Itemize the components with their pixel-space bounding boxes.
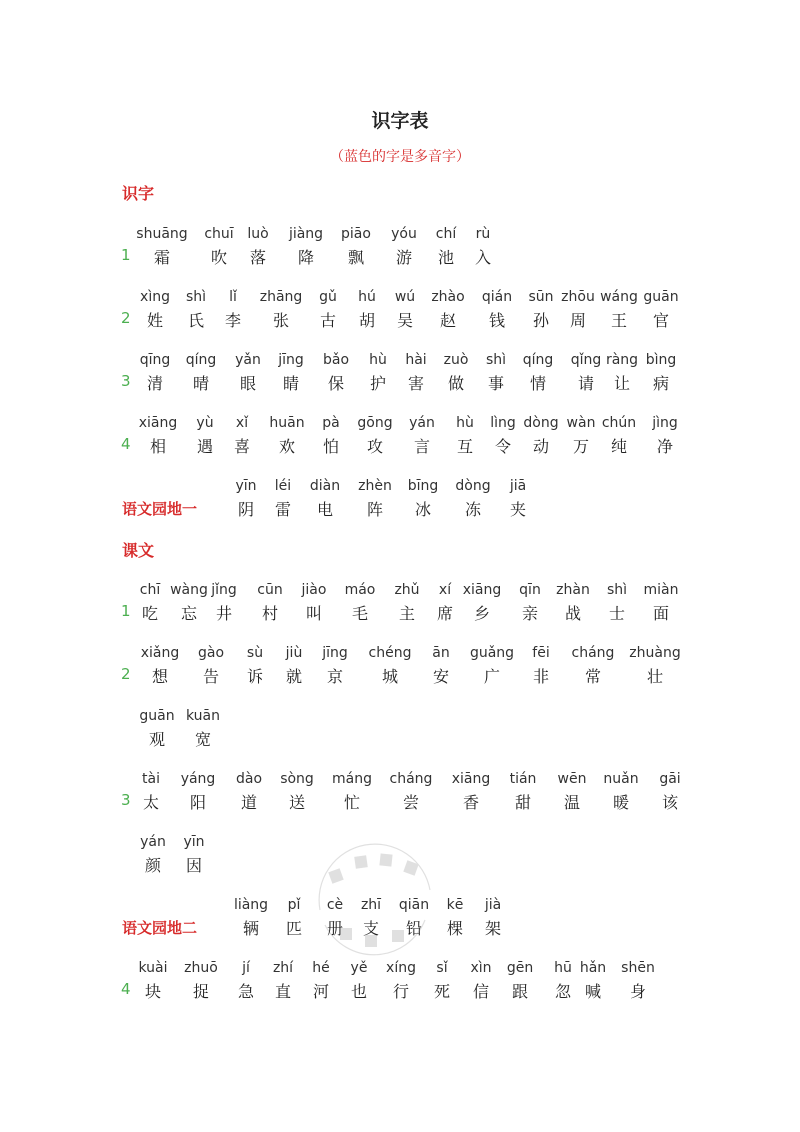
pinyin: xìng [140,289,170,305]
hanzi: 事 [487,374,504,393]
pinyin: chéng [368,645,412,661]
pinyin: zhuàng [629,645,681,661]
row-number: 3 [121,372,131,390]
section-heading-shizi: 识字 [122,184,155,203]
hanzi: 欢 [278,437,295,456]
hanzi: 互 [456,437,473,456]
hanzi: 阵 [366,500,383,519]
hanzi: 甜 [514,793,531,812]
hanzi: 急 [237,982,254,1001]
hanzi: 害 [407,374,424,393]
pinyin: qīng [139,352,171,368]
hanzi: 飘 [347,248,364,267]
pinyin: yóu [391,226,417,242]
hanzi: 氏 [187,311,204,330]
hanzi: 该 [661,793,678,812]
pinyin: chī [139,582,161,598]
pinyin: xí [438,582,452,598]
pinyin: lǐ [229,289,237,305]
hanzi: 捉 [192,982,209,1001]
pinyin: qián [481,289,513,305]
pinyin: diàn [309,478,341,494]
hanzi: 册 [326,919,343,938]
hanzi: 非 [532,667,549,686]
pinyin: léi [274,478,292,494]
pinyin: dào [235,771,263,787]
hanzi: 池 [437,248,454,267]
hanzi: 颜 [144,856,161,875]
pinyin: zhí [272,960,294,976]
pinyin: zuò [443,352,469,368]
pinyin: shēn [621,960,655,976]
pinyin: jiào [301,582,327,598]
pinyin: chí [435,226,457,242]
hanzi: 落 [249,248,266,267]
pinyin: zhàn [556,582,590,598]
pinyin: guān [139,708,175,724]
hanzi: 清 [146,374,163,393]
pinyin: cūn [257,582,283,598]
hanzi: 怕 [322,437,339,456]
pinyin: guān [643,289,679,305]
pinyin: gēn [506,960,534,976]
hanzi: 观 [148,730,165,749]
hanzi: 喊 [584,982,601,1001]
hanzi: 忽 [554,982,571,1001]
hanzi: 京 [326,667,343,686]
hanzi: 相 [149,437,166,456]
pinyin: sù [246,645,264,661]
hanzi: 动 [532,437,549,456]
pinyin: hài [405,352,427,368]
hanzi: 忙 [343,793,360,812]
hanzi: 辆 [242,919,259,938]
pinyin: dòng [455,478,491,494]
pinyin: guǎng [469,645,515,661]
pinyin: bìng [645,352,677,368]
hanzi: 席 [436,604,453,623]
pinyin: yán [409,415,435,431]
pinyin: shì [606,582,628,598]
hanzi: 就 [285,667,302,686]
hanzi: 做 [447,374,464,393]
hanzi: 因 [185,856,202,875]
pinyin: xiǎng [140,645,180,661]
pinyin: shì [185,289,207,305]
pinyin: jīng [278,352,304,368]
pinyin: ràng [605,352,639,368]
pinyin: sūn [528,289,554,305]
hanzi: 井 [215,604,232,623]
hanzi: 护 [369,374,386,393]
hanzi: 吹 [210,248,227,267]
hanzi: 香 [462,793,479,812]
hanzi: 士 [608,604,625,623]
pinyin: fēi [532,645,550,661]
pinyin: wēn [557,771,587,787]
hanzi: 情 [529,374,546,393]
hanzi: 行 [392,982,409,1001]
pinyin: xiāng [451,771,491,787]
hanzi: 河 [312,982,329,1001]
hanzi: 病 [652,374,669,393]
pinyin: qǐng [570,352,602,368]
pinyin: shuāng [136,226,188,242]
hanzi: 毛 [351,604,368,623]
hanzi: 铅 [405,919,422,938]
hanzi: 攻 [366,437,383,456]
hanzi: 死 [433,982,450,1001]
pinyin: ān [432,645,450,661]
hanzi: 净 [656,437,673,456]
pinyin: yīn [183,834,205,850]
pinyin: lìng [490,415,516,431]
hanzi: 言 [413,437,430,456]
pinyin: cè [326,897,344,913]
hanzi: 保 [327,374,344,393]
pinyin: zhōu [561,289,595,305]
pinyin: bǎo [322,352,350,368]
hanzi: 也 [350,982,367,1001]
hanzi: 夹 [509,500,526,519]
hanzi: 阳 [189,793,206,812]
row-number: 1 [121,602,131,620]
pinyin: hù [369,352,387,368]
pinyin: qiān [398,897,430,913]
hanzi: 喜 [233,437,250,456]
hanzi: 支 [362,919,379,938]
watermark-stamp [300,840,450,960]
hanzi: 阴 [237,500,254,519]
hanzi: 遇 [196,437,213,456]
pinyin: xìn [470,960,492,976]
pinyin: gǔ [319,289,337,305]
page-subtitle: （蓝色的字是多音字） [330,149,470,165]
pinyin: bīng [407,478,439,494]
pinyin: máo [344,582,376,598]
row-number: 2 [121,665,131,683]
hanzi: 身 [629,982,646,1001]
hanzi: 战 [564,604,581,623]
pinyin: tián [509,771,537,787]
hanzi: 孙 [532,311,549,330]
pinyin: miàn [643,582,679,598]
hanzi: 道 [240,793,257,812]
pinyin: jiā [509,478,527,494]
pinyin: xiāng [138,415,178,431]
pinyin: qīn [519,582,541,598]
pinyin: xiāng [462,582,502,598]
hanzi: 送 [288,793,305,812]
pinyin: wàng [170,582,208,598]
page-title: 识字表 [371,110,429,132]
pinyin: jià [484,897,502,913]
hanzi: 匹 [285,919,302,938]
pinyin: hū [554,960,572,976]
hanzi: 冰 [414,500,431,519]
pinyin: luò [247,226,269,242]
hanzi: 雷 [274,500,291,519]
hanzi: 尝 [402,793,419,812]
pinyin: pǐ [287,897,301,913]
pinyin: dòng [523,415,559,431]
pinyin: jiàng [288,226,324,242]
pinyin: shì [485,352,507,368]
hanzi: 霜 [153,248,170,267]
row-number: 3 [121,791,131,809]
pinyin: wàn [566,415,596,431]
pinyin: hú [358,289,376,305]
hanzi: 常 [584,667,601,686]
pinyin: zhǔ [394,582,420,598]
hanzi: 周 [569,311,586,330]
pinyin: sǐ [436,960,448,976]
pinyin: jǐng [211,582,237,598]
hanzi: 主 [398,604,415,623]
hanzi: 直 [274,982,291,1001]
pinyin: hǎn [579,960,607,976]
pinyin: hé [312,960,330,976]
hanzi: 吃 [141,604,158,623]
pinyin: jīng [322,645,348,661]
pinyin: cháng [571,645,615,661]
hanzi: 宽 [194,730,211,749]
hanzi: 晴 [192,374,209,393]
hanzi: 暖 [612,793,629,812]
pinyin: rù [475,226,491,242]
hanzi: 官 [652,311,669,330]
hanzi: 万 [572,437,589,456]
pinyin: zhào [431,289,465,305]
hanzi: 冻 [464,500,481,519]
pinyin: zhèn [358,478,392,494]
pinyin: gào [197,645,225,661]
hanzi: 请 [577,374,594,393]
hanzi: 壮 [646,667,663,686]
hanzi: 乡 [473,604,490,623]
hanzi: 诉 [246,667,263,686]
pinyin: tài [142,771,160,787]
hanzi: 块 [144,982,161,1001]
section-heading-kewen: 课文 [122,541,155,560]
pinyin: piāo [341,226,371,242]
hanzi: 钱 [488,311,505,330]
pinyin: kē [446,897,464,913]
pinyin: yě [350,960,368,976]
pinyin: jìng [652,415,678,431]
pinyin: jí [242,960,250,976]
hanzi: 王 [610,311,627,330]
pinyin: cháng [389,771,433,787]
row-number: 1 [121,246,131,264]
pinyin: kuài [138,960,168,976]
hanzi: 电 [316,500,333,519]
pinyin: chún [601,415,637,431]
pinyin: pà [322,415,340,431]
pinyin: liàng [233,897,269,913]
pinyin: máng [332,771,372,787]
hanzi: 棵 [446,919,463,938]
hanzi: 入 [474,248,491,267]
hanzi: 面 [652,604,669,623]
row-number: 4 [121,980,131,998]
hanzi: 信 [472,982,489,1001]
row-number: 4 [121,435,131,453]
pinyin: gōng [357,415,393,431]
hanzi: 太 [142,793,159,812]
hanzi: 吴 [396,311,413,330]
hanzi: 温 [563,793,580,812]
pinyin: yáng [180,771,216,787]
lesson-label: 语文园地一 [122,500,198,518]
pinyin: yǎn [235,352,261,368]
hanzi: 古 [319,311,336,330]
pinyin: gāi [659,771,681,787]
hanzi: 广 [483,667,500,686]
pinyin: qíng [522,352,554,368]
pinyin: sòng [280,771,314,787]
hanzi: 忘 [180,604,197,623]
pinyin: jiù [285,645,303,661]
hanzi: 睛 [282,374,299,393]
hanzi: 城 [381,667,398,686]
hanzi: 亲 [521,604,538,623]
pinyin: qíng [185,352,217,368]
pinyin: zhuō [184,960,218,976]
hanzi: 跟 [511,982,528,1001]
lesson-label: 语文园地二 [122,919,198,937]
hanzi: 想 [151,667,168,686]
hanzi: 纯 [610,437,627,456]
hanzi: 赵 [439,311,456,330]
pinyin: xíng [386,960,416,976]
pinyin: yán [140,834,166,850]
row-number: 2 [121,309,131,327]
hanzi: 姓 [146,311,163,330]
hanzi: 胡 [358,311,375,330]
pinyin: wú [394,289,416,305]
hanzi: 架 [484,919,501,938]
hanzi: 眼 [239,374,256,393]
hanzi: 游 [395,248,412,267]
pinyin: zhī [360,897,382,913]
pinyin: zhāng [259,289,303,305]
pinyin: yīn [235,478,257,494]
hanzi: 安 [432,667,449,686]
hanzi: 张 [272,311,289,330]
hanzi: 让 [613,374,630,393]
hanzi: 李 [224,311,241,330]
pinyin: nuǎn [603,771,639,787]
pinyin: wáng [600,289,638,305]
pinyin: chuī [204,226,234,242]
pinyin: hù [456,415,474,431]
pinyin: huān [269,415,305,431]
hanzi: 叫 [305,604,322,623]
pinyin: yù [196,415,214,431]
hanzi: 令 [494,437,511,456]
hanzi: 村 [261,604,278,623]
pinyin: kuān [185,708,220,724]
pinyin: xǐ [235,415,249,431]
hanzi: 告 [202,667,219,686]
hanzi: 降 [297,248,314,267]
